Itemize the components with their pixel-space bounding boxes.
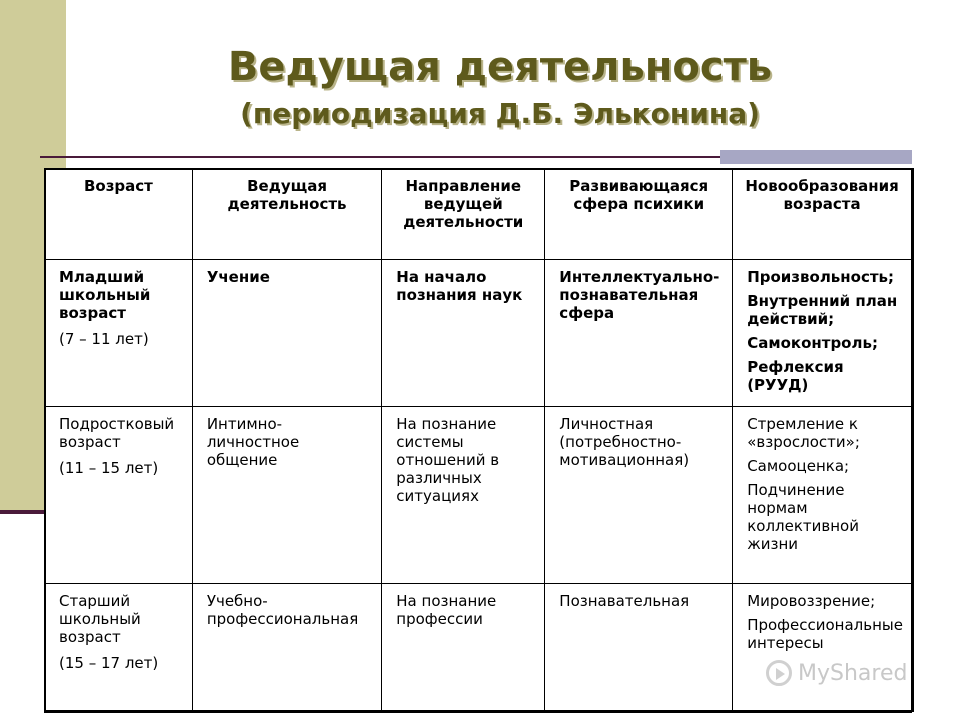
- title-sub: (периодизация Д.Б. Эльконина): [240, 97, 760, 130]
- gray-decor-bar: [720, 150, 912, 164]
- neoformation-item: Произвольность;: [747, 268, 895, 286]
- cell-age: [45, 584, 193, 713]
- header-sphere: Развивающаяся сфера психики: [545, 169, 733, 260]
- neoformation-item: Самооценка;: [747, 457, 850, 475]
- direction-text: На начало познания наук: [396, 268, 523, 304]
- cell-activity: [192, 407, 381, 584]
- header-age: Возраст: [45, 169, 193, 260]
- watermark-text: MyShared: [798, 660, 908, 686]
- sphere-text: Познавательная: [559, 592, 690, 610]
- direction-text: На познание системы отношений в различных ситуациях: [396, 415, 500, 505]
- header-activity: Ведущая деятельность: [192, 169, 381, 260]
- neoformation-item: Профессиональные интересы: [747, 616, 903, 652]
- activity-text: Учение: [206, 268, 270, 286]
- cell-direction: [382, 407, 545, 584]
- table-row: [45, 584, 912, 713]
- cell-direction: [382, 584, 545, 713]
- age-range: (7 – 11 лет): [59, 330, 149, 348]
- cell-age: [45, 407, 193, 584]
- neoformation-item: Рефлексия (РУУД): [747, 358, 844, 394]
- cell-direction: [382, 260, 545, 407]
- activity-text: Учебно-профессиональная: [206, 592, 359, 628]
- cell-sphere: [545, 407, 733, 584]
- age-label: Старший школьный возраст: [59, 592, 141, 646]
- periodization-table: [44, 168, 912, 713]
- cell-neoformations: [733, 584, 912, 713]
- neoformation-item: Самоконтроль;: [747, 334, 878, 352]
- table-row: [45, 407, 912, 584]
- age-label: Младший школьный возраст: [59, 268, 151, 322]
- cell-activity: [192, 584, 381, 713]
- table-header-row: [45, 169, 912, 260]
- sphere-text: Личностная (потребностно-мотивационная): [559, 415, 690, 469]
- cell-neoformations: [733, 260, 912, 407]
- neoformation-item: Подчинение нормам коллективной жизни: [747, 481, 859, 553]
- activity-text: Интимно-личностное общение: [206, 415, 300, 469]
- sphere-text: Интеллектуально-познавательная сфера: [559, 268, 720, 322]
- cell-sphere: [545, 584, 733, 713]
- watermark: [766, 660, 907, 686]
- cell-age: [45, 260, 193, 407]
- age-range: (11 – 15 лет): [59, 459, 159, 477]
- age-range: (15 – 17 лет): [59, 654, 159, 672]
- play-circle-icon: [766, 660, 792, 686]
- cell-neoformations: [733, 407, 912, 584]
- direction-text: На познание профессии: [396, 592, 497, 628]
- title-main: Ведущая деятельность: [227, 44, 773, 90]
- cell-sphere: [545, 260, 733, 407]
- header-neoformations: Новообразования возраста: [733, 169, 912, 260]
- table-row: [45, 260, 912, 407]
- neoformation-item: Мировоззрение;: [747, 592, 876, 610]
- neoformation-item: Стремление к «взрослости»;: [747, 415, 860, 451]
- header-direction: Направление ведущей деятельности: [382, 169, 545, 260]
- age-label: Подростковый возраст: [59, 415, 175, 451]
- neoformation-item: Внутренний план действий;: [747, 292, 898, 328]
- cell-activity: [192, 260, 381, 407]
- slide-title: [80, 40, 920, 134]
